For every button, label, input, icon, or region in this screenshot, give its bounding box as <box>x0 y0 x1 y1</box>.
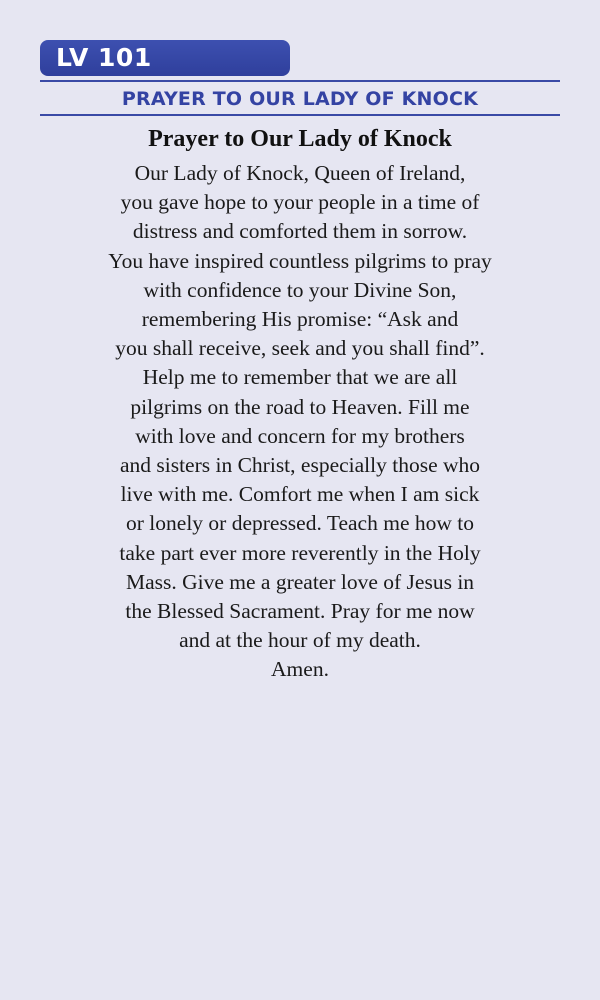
prayer-line: remembering His promise: “Ask and <box>141 307 459 332</box>
prayer-line: You have inspired countless pilgrims to pray <box>108 248 492 273</box>
prayer-line: you gave hope to your people in a time of <box>120 190 480 215</box>
prayer-line: distress and comforted them in sorrow. <box>132 219 468 244</box>
prayer-title: Prayer to Our Lady of Knock <box>148 126 452 152</box>
prayer-line: Help me to remember that we are all <box>142 365 458 390</box>
header-top-divider <box>40 80 560 82</box>
prayer-line: Mass. Give me a greater love of Jesus in <box>125 569 475 594</box>
code-badge <box>40 40 290 76</box>
prayer-line: pilgrims on the road to Heaven. Fill me <box>130 394 470 419</box>
prayer-line: and at the hour of my death. <box>179 628 421 653</box>
prayer-line: and sisters in Christ, especially those who <box>119 453 481 478</box>
prayer-amen: Amen. <box>271 657 329 682</box>
prayer-text <box>40 159 560 685</box>
prayer-line: the Blessed Sacrament. Pray for me now <box>125 599 475 624</box>
header-bottom-divider <box>40 114 560 116</box>
prayer-line: with love and concern for my brothers <box>135 423 465 448</box>
prayer-line: you shall receive, seek and you shall find”. <box>115 336 485 361</box>
prayer-line: Our Lady of Knock, Queen of Ireland, <box>134 161 466 185</box>
prayer-line: live with me. Comfort me when I am sick <box>120 482 480 507</box>
prayer-line: with confidence to your Divine Son, <box>143 277 457 302</box>
prayer-line: take part ever more reverently in the Holy <box>119 540 481 565</box>
prayer-line: or lonely or depressed. Teach me how to <box>126 511 474 536</box>
header-title: PRAYER TO OUR LADY OF KNOCK <box>121 88 479 110</box>
code-badge-label: LV 101 <box>56 43 152 72</box>
